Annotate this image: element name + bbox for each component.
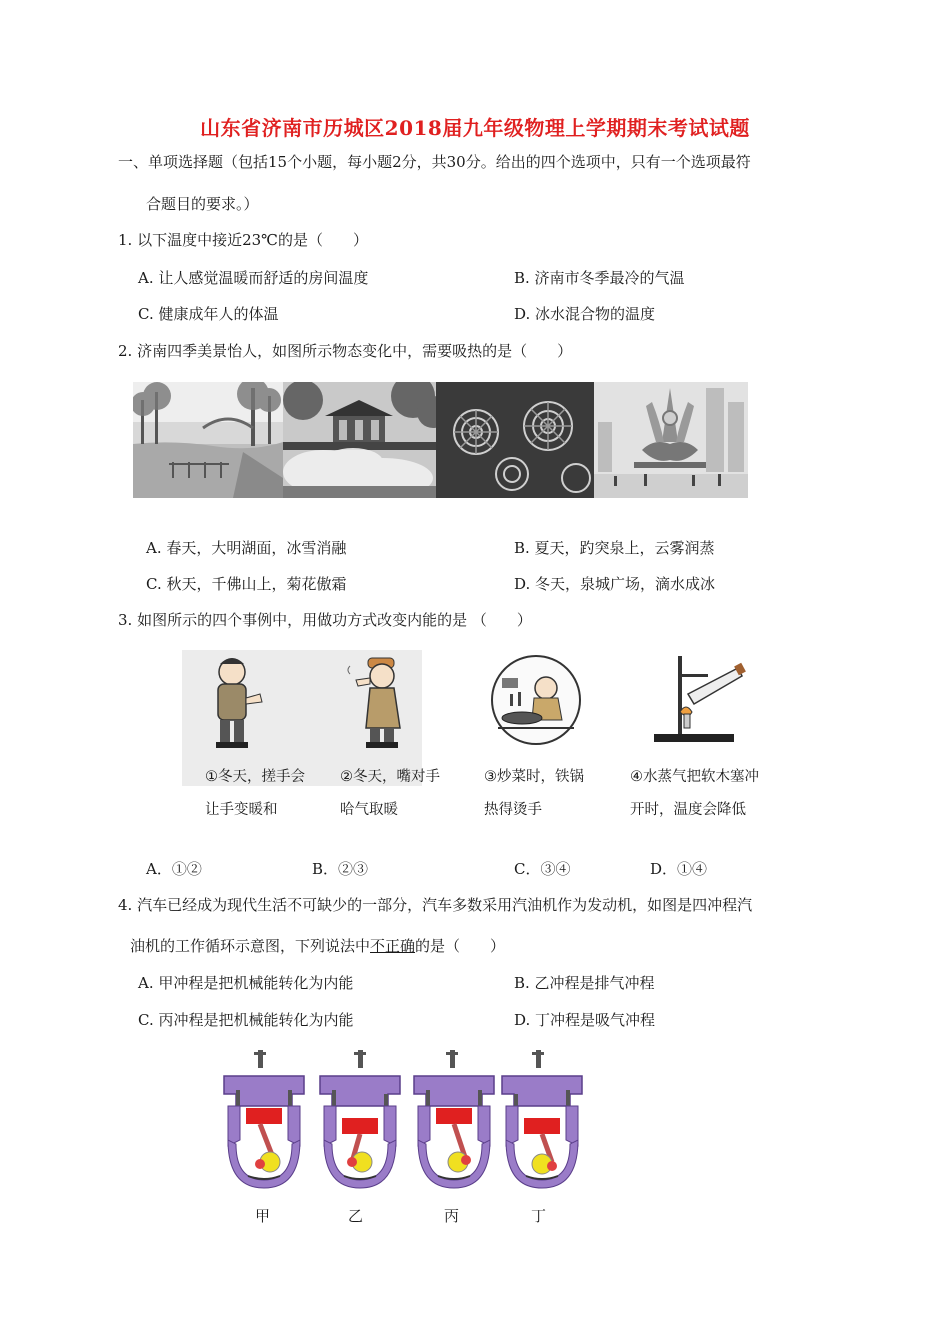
- engine-label-yi: 乙: [348, 1207, 364, 1225]
- engine-diagram-jia: [220, 1050, 308, 1190]
- engine-label-bing: 丙: [444, 1207, 460, 1225]
- photo-spring-mist: [283, 382, 436, 498]
- illustration-hot-wok: [488, 654, 584, 746]
- q1-option-c: C. 健康成年人的体温: [138, 305, 279, 323]
- illustration-steam-cork: [648, 654, 748, 748]
- illustration-breathing-on-hands: [344, 654, 424, 754]
- q2-option-b: B. 夏天，趵突泉上，云雾润蒸: [514, 539, 715, 557]
- q3-option-c: C．③④: [514, 860, 571, 878]
- q1-option-b: B. 济南市冬季最冷的气温: [514, 269, 685, 287]
- q4-option-b: B. 乙冲程是排气冲程: [514, 974, 655, 992]
- q4-option-a: A. 甲冲程是把机械能转化为内能: [138, 974, 354, 992]
- q3-caption-3-line1: ③炒菜时，铁锅: [484, 769, 584, 785]
- q3-option-b: B．②③: [312, 860, 369, 878]
- engine-diagram-bing: [410, 1050, 498, 1190]
- q2-option-a: A. 春天，大明湖面，冰雪消融: [146, 539, 347, 557]
- q3-caption-4-line1: ④水蒸气把软木塞冲: [630, 769, 759, 785]
- q3-option-d: D．①④: [650, 860, 708, 878]
- q3-caption-2-line2: 哈气取暖: [340, 802, 398, 818]
- section-heading-line1: 一、单项选择题（包括15个小题，每小题2分，共30分。给出的四个选项中，只有一个选项最符: [118, 153, 751, 171]
- q3-option-a: A．①②: [146, 860, 202, 878]
- q3-stem: 3. 如图所示的四个事例中，用做功方式改变内能的是 （ ）: [118, 611, 532, 629]
- q2-stem: 2. 济南四季美景怡人，如图所示物态变化中，需要吸热的是（ ）: [118, 342, 573, 360]
- q3-caption-4-line2: 开时，温度会降低: [630, 802, 746, 818]
- q1-stem: 1. 以下温度中接近23℃的是（ ）: [118, 231, 368, 249]
- engine-diagram-yi: [316, 1050, 404, 1190]
- engine-diagram-ding: [498, 1050, 586, 1190]
- illustration-rubbing-hands: [196, 654, 276, 754]
- q4-stem-line1: 4. 汽车已经成为现代生活不可缺少的一部分，汽车多数采用汽油机作为发动机，如图是四冲程汽: [118, 896, 753, 914]
- q4-option-d: D. 丁冲程是吸气冲程: [514, 1011, 656, 1029]
- q2-option-d: D. 冬天，泉城广场，滴水成冰: [514, 575, 716, 593]
- q4-stem-underlined: 不正确: [370, 937, 416, 955]
- q1-option-a: A. 让人感觉温暖而舒适的房间温度: [138, 269, 369, 287]
- q1-option-d: D. 冰水混合物的温度: [514, 305, 656, 323]
- engine-label-ding: 丁: [531, 1207, 547, 1225]
- engine-label-jia: 甲: [255, 1207, 271, 1225]
- q2-option-c: C. 秋天，千佛山上，菊花傲霜: [146, 575, 347, 593]
- photo-quancheng-square: [594, 382, 748, 498]
- q4-stem-line2-post: 的是（ ）: [415, 937, 506, 955]
- photo-chrysanthemum-frost: [436, 382, 594, 498]
- q3-caption-1-line1: ①冬天，搓手会: [205, 769, 305, 785]
- photo-ice-melting: [133, 382, 283, 498]
- q4-stem-line2: [130, 936, 505, 956]
- page-title: 山东省济南市历城区2018届九年级物理上学期期末考试试题: [200, 116, 750, 140]
- q4-stem-line2-pre: 油机的工作循环示意图，下列说法中: [130, 937, 371, 955]
- section-heading-line2: 合题目的要求。）: [146, 195, 259, 213]
- q3-caption-2-line1: ②冬天，嘴对手: [340, 769, 440, 785]
- q3-caption-1-line2: 让手变暖和: [205, 802, 278, 818]
- q3-caption-3-line2: 热得烫手: [484, 802, 542, 818]
- q4-option-c: C. 丙冲程是把机械能转化为内能: [138, 1011, 354, 1029]
